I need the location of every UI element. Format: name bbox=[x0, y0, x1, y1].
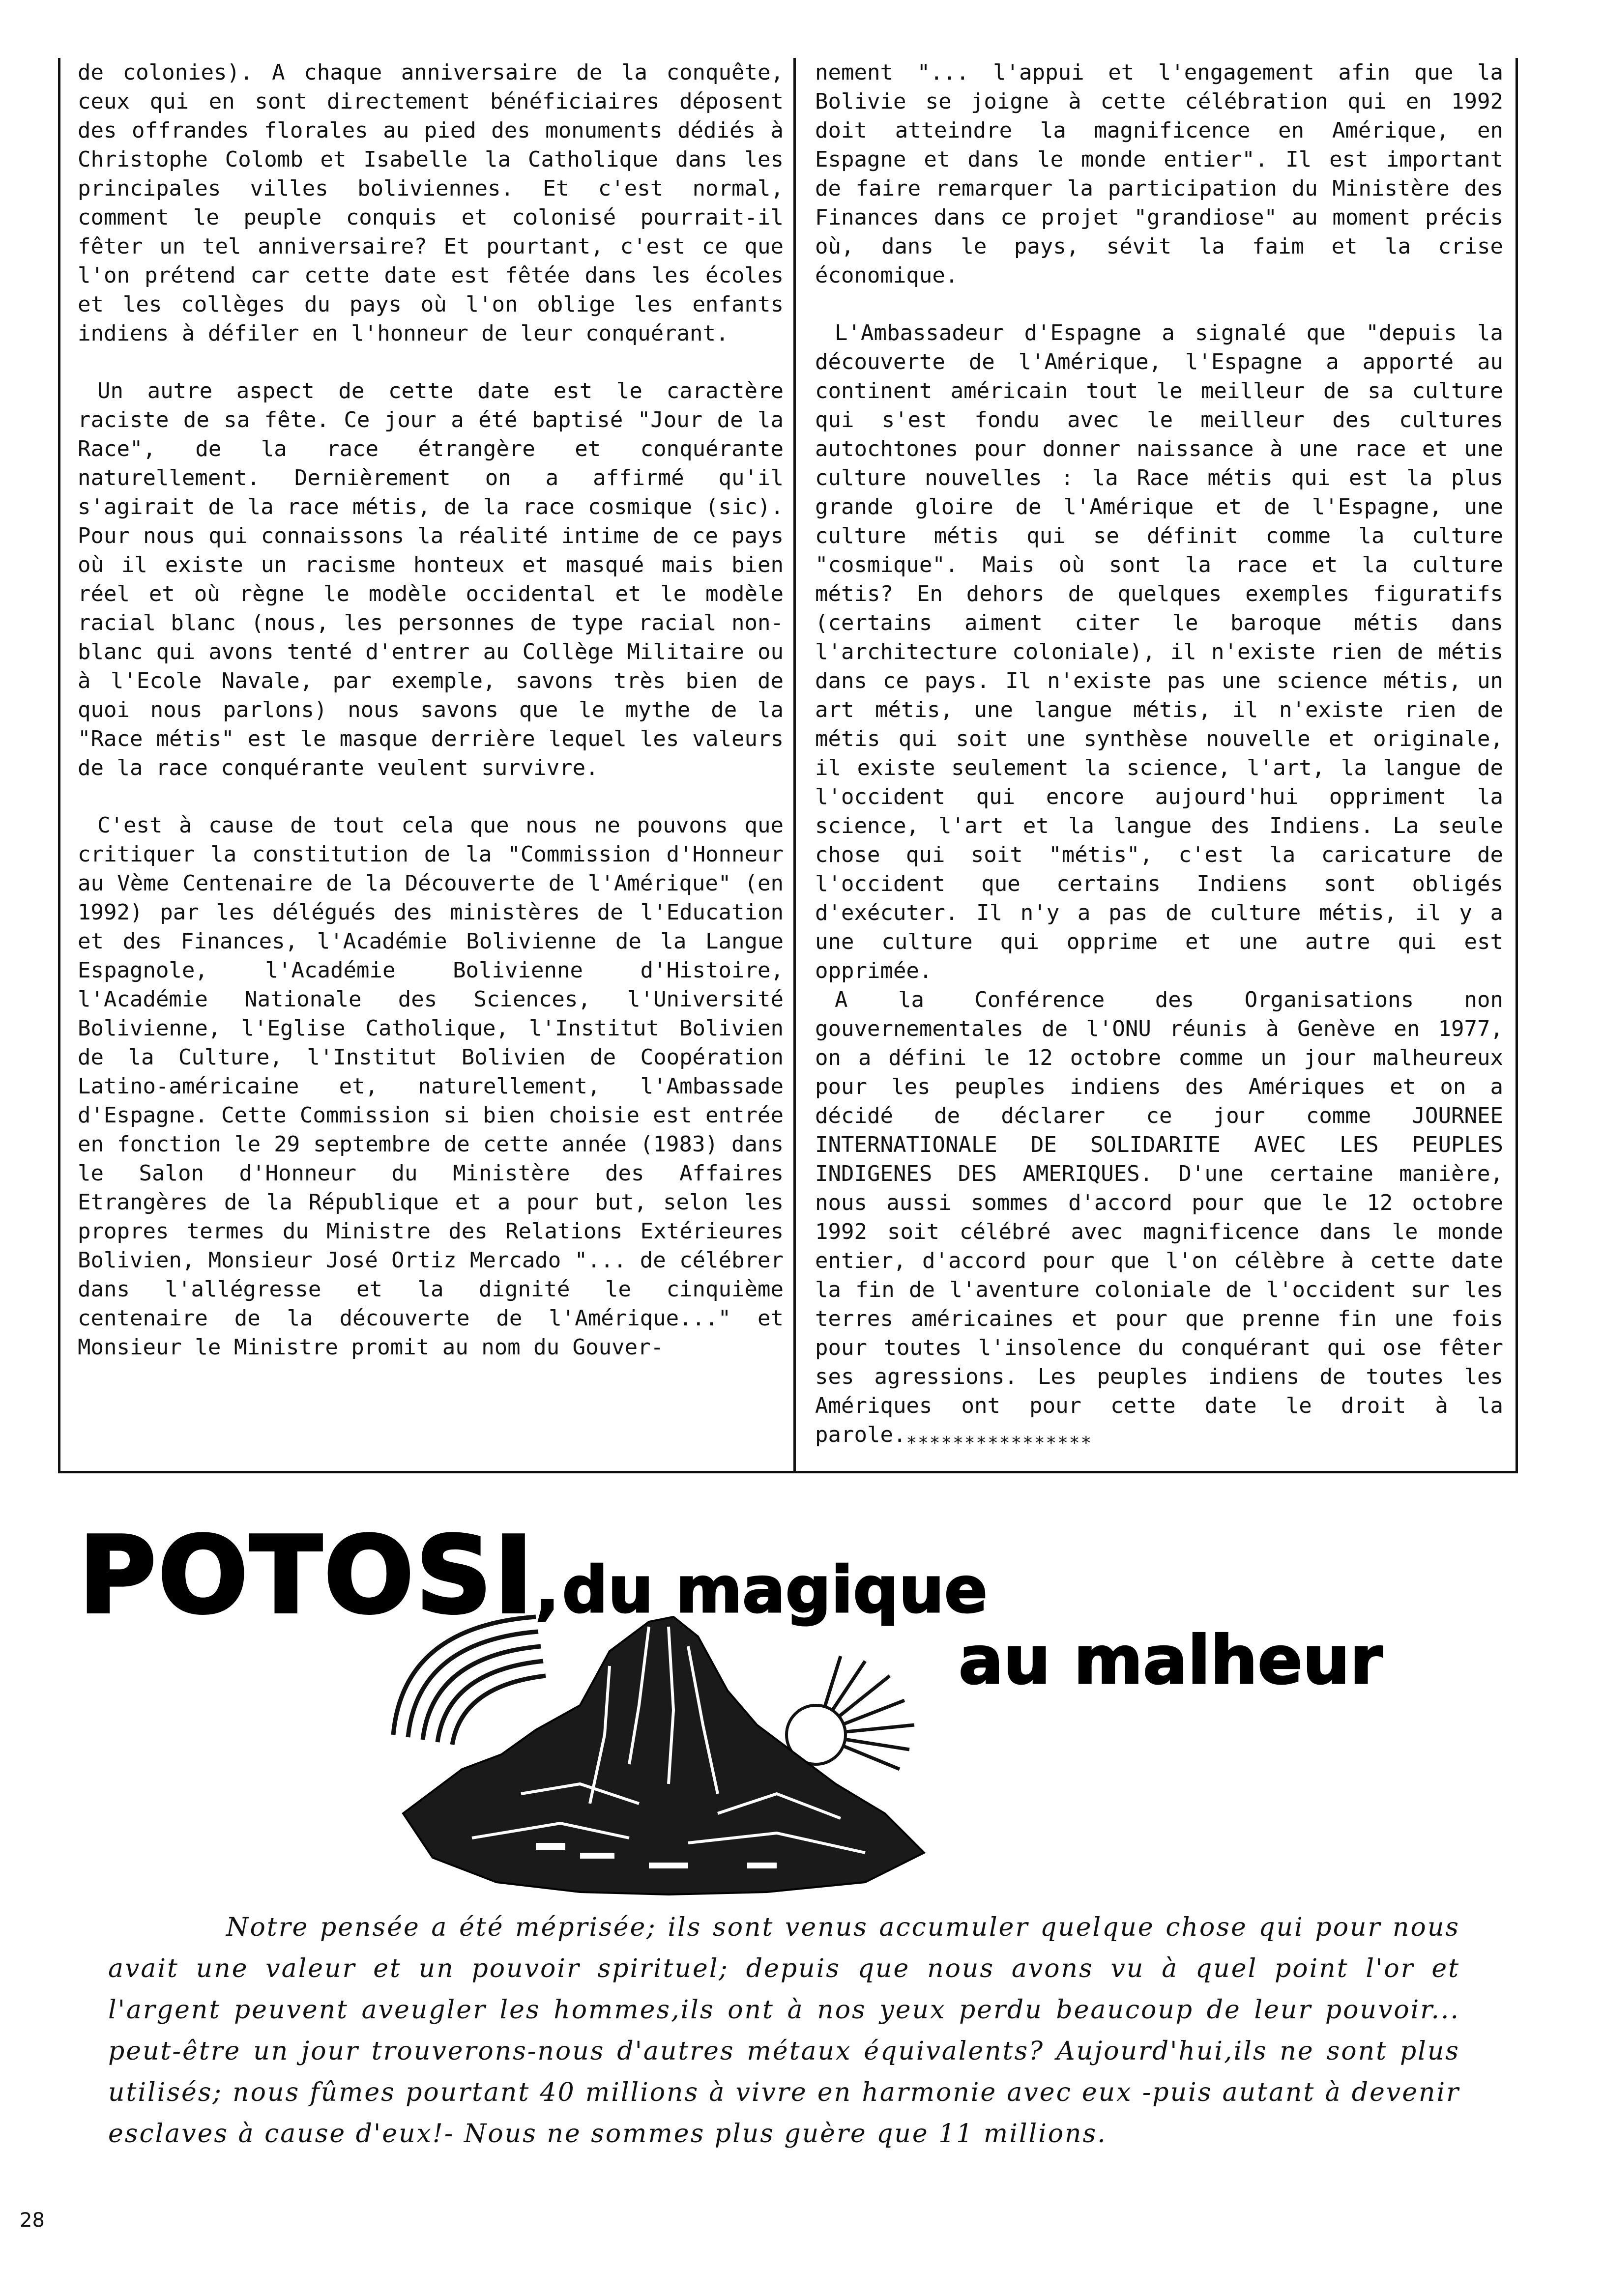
column-divider bbox=[793, 58, 796, 1473]
right-column bbox=[815, 58, 1503, 1458]
headline-part1: du magique bbox=[562, 1552, 988, 1627]
end-marker: **************** bbox=[906, 1433, 1093, 1453]
right-paragraph-3-text: A la Conférence des Organisations non gouvernementales de l'ONU réunis à Genève en 1977, on a défini le 12 octobre comme un jour malheureux pour les peuples indiens des Amériques et on a décidé de déclarer ce jour comme JOURNEE INTERNATIONALE DE SOLIDARITE AVEC LES PEUPLES INDIGENES DES AMERIQUES. D'une certaine manière, nous aussi sommes d'accord pour que le 12 octobre 1992 soit célébré avec magnificence dans le monde entier, d'accord pour que l'on célèbre à cette date la fin de l'aventure coloniale de l'occident sur les terres américaines et pour que prenne fin une fois pour toutes l'insolence du conquérant qui ose fêter ses agressions. Les peuples indiens de toutes les Amériques ont pour cette date le droit à la parole. bbox=[815, 987, 1503, 1447]
right-paragraph-1: nement "... l'appui et l'engagement afin que la Bolivie se joigne à cette célébration qui en 1992 doit atteindre la magnificence en Amérique, en Espagne et dans le monde entier". Il est important de faire remarquer la participation du Ministère des Finances dans ce projet "grandiose" au moment précis où, dans le pays, sévit la faim et la crise économique. bbox=[815, 60, 1503, 288]
left-paragraph-1: de colonies). A chaque anniversaire de la conquête, ceux qui en sont directement bénéficiaires déposent des offrandes florales au pied des monuments dédiés à Christophe Colomb et Isabelle la Catholique dans les principales villes boliviennes. Et c'est normal, comment le peuple conquis et colonisé pourrait-il fêter un tel anniversaire? Et pourtant, c'est ce que l'on prétend car cette date est fêtée dans les écoles et les collèges du pays où l'on oblige les enfants indiens à défiler en l'honneur de leur conquérant. bbox=[78, 60, 784, 346]
headline-comma: , bbox=[535, 1552, 560, 1627]
right-paragraph-2: L'Ambassadeur d'Espagne a signalé que "depuis la découverte de l'Amérique, l'Espagne a apporté au continent américain tout le meilleur de sa culture qui s'est fondu avec le meilleur des cultures autochtones pour donner naissance à une race et une culture nouvelles : la Race métis qui est la plus grande gloire de l'Amérique et de l'Espagne, une culture métis qui se définit comme la culture "cosmique". Mais où sont la race et la culture métis? En dehors de quelques exemples figuratifs (certains aiment citer le baroque métis dans l'architecture coloniale), il n'existe rien de métis dans ce pays. Il n'existe pas une science métis, un art métis, une langue métis, il n'existe rien de métis qui soit une synthèse nouvelle et originale, il existe seulement la science, l'art, la langue de l'occident qui encore aujourd'hui oppriment la science, l'art et la langue des Indiens. La seule chose qui soit "métis", c'est la caricature de l'occident que certains Indiens sont obligés d'exécuter. Il n'y a pas de culture métis, il y a une culture qui opprime et une autre qui est opprimée. bbox=[815, 320, 1503, 983]
page-number: 28 bbox=[20, 2209, 45, 2232]
right-paragraph-3 bbox=[815, 985, 1503, 1458]
left-column bbox=[78, 58, 784, 1362]
closing-quote: Notre pensée a été méprisée; ils sont venus accumuler quelque chose qui pour nous avait une valeur et un pouvoir spirituel; depuis que nous avons vu à quel point l'or et l'argent peuvent aveugler les hommes,ils ont à nos yeux perdu beaucoup de leur pouvoir... peut-être un jour trouverons-nous d'autres métaux équivalents? Aujourd'hui,ils ne sont plus utilisés; nous fûmes pourtant 40 millions à vivre en harmonie avec eux -puis autant à devenir esclaves à cause d'eux!- Nous ne sommes plus guère que 11 millions. bbox=[108, 1913, 1460, 2149]
mountain-sun-rainbow-drawing-icon bbox=[374, 1607, 944, 1897]
headline-part2: au malheur bbox=[959, 1622, 1383, 1699]
left-paragraph-2: Un autre aspect de cette date est le caractère raciste de sa fête. Ce jour a été baptisé "Jour de la Race", de la race étrangère et conquérante naturellement. Dernièrement on a affirmé qu'il s'agirait de la race métis, de la race cosmique (sic). Pour nous qui connaissons la réalité intime de ce pays où il existe un racisme honteux et masqué mais bien réel et où règne le modèle occidental et le modèle racial blanc (nous, les personnes de type racial non-blanc qui avons tenté d'entrer au Collège Militaire ou à l'Ecole Navale, par exemple, savons très bien de quoi nous parlons) nous savons que le mythe de la "Race métis" est le masque derrière lequel les valeurs de la race conquérante veulent survivre. bbox=[78, 378, 784, 780]
left-paragraph-3: C'est à cause de tout cela que nous ne pouvons que critiquer la constitution de la "Commission d'Honneur au Vème Centenaire de la Découverte de l'Amérique" (en 1992) par les délégués des ministères de l'Education et des Finances, l'Académie Bolivienne de la Langue Espagnole, l'Académie Bolivienne d'Histoire, l'Académie Nationale des Sciences, l'Université Bolivienne, l'Eglise Catholique, l'Institut Bolivien de la Culture, l'Institut Bolivien de Coopération Latino-américaine et, naturellement, l'Ambassade d'Espagne. Cette Commission si bien choisie est entrée en fonction le 29 septembre de cette année (1983) dans le Salon d'Honneur du Ministère des Affaires Etrangères de la République et a pour but, selon les propres termes du Ministre des Relations Extérieures Bolivien, Monsieur José Ortiz Mercado "... de célébrer dans l'allégresse et la dignité le cinquième centenaire de la découverte de l'Amérique..." et Monsieur le Ministre promit au nom du Gouver- bbox=[78, 813, 784, 1360]
headline-main: POTOSI bbox=[79, 1514, 535, 1637]
